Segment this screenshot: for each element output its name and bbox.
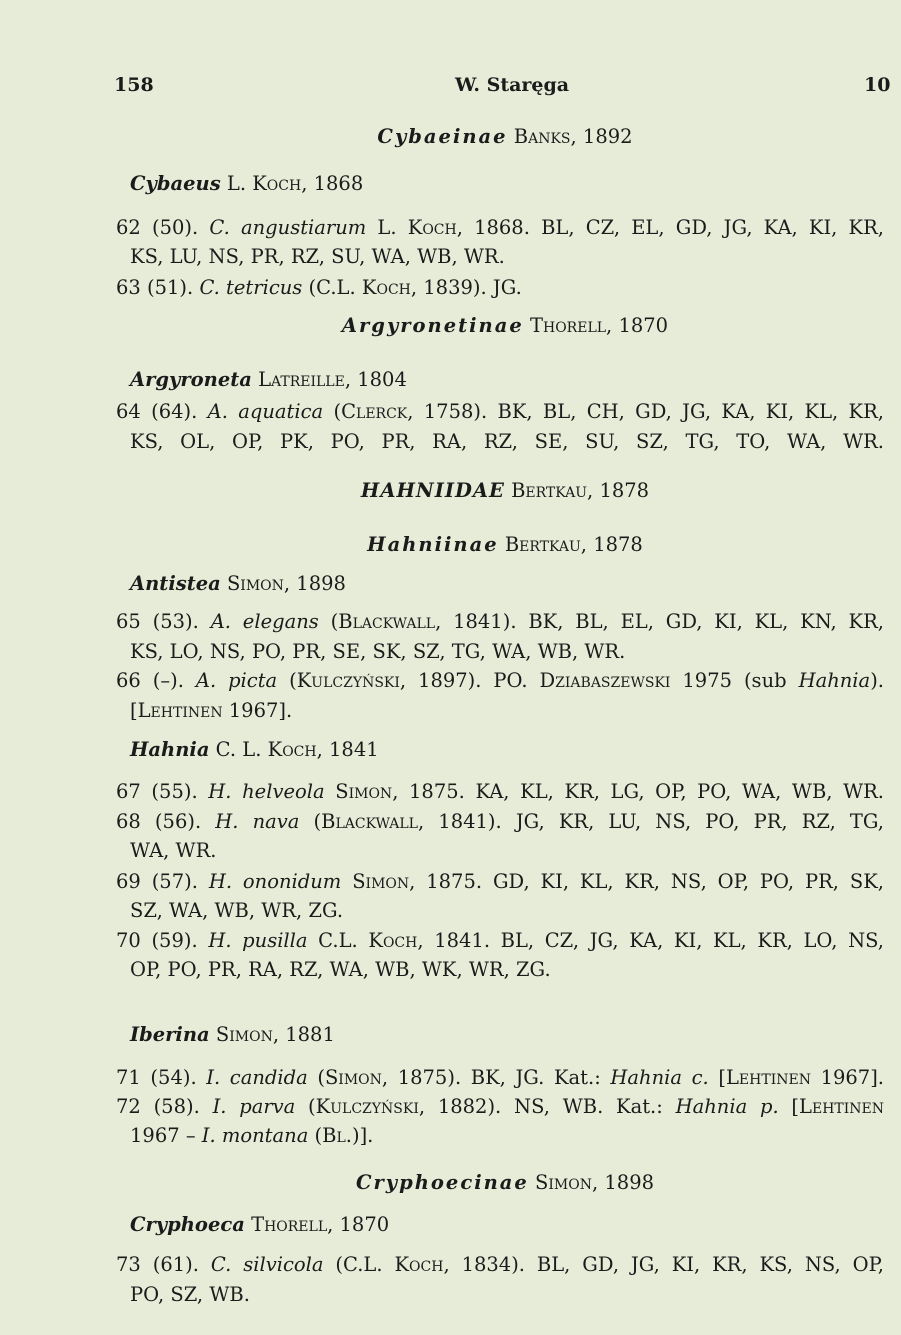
text: , 1898 [283, 572, 346, 595]
author-name: Simon [324, 1066, 382, 1089]
text: ( [299, 810, 322, 833]
text: 1967]. [222, 699, 293, 722]
author-name: Koch [267, 738, 317, 761]
author-name: Kulczyński [315, 1095, 419, 1118]
subfamily-heading [0, 532, 901, 558]
species-name: Hahnia [798, 669, 871, 692]
species-entry [116, 1065, 884, 1091]
entry-continuation [130, 898, 343, 924]
species-name: H. ononidum [208, 870, 342, 893]
entry-continuation [130, 957, 551, 983]
text: OP, PO, PR, RA, RZ, WA, WB, WK, WR, ZG. [130, 958, 551, 981]
text: , 1878 [587, 479, 650, 502]
subfamily-heading [0, 313, 901, 339]
species-name: I. montana [201, 1124, 309, 1147]
text: , 1892 [570, 125, 633, 148]
author-name: Bertkau [504, 533, 581, 556]
species-name: I. parva [212, 1095, 296, 1118]
text: 63 (51). [116, 276, 200, 299]
author-name: Kulczyński [296, 669, 400, 692]
text: , 1868. BL, CZ, EL, GD, JG, KA, KI, KR, [456, 216, 884, 239]
text: 67 (55). [116, 780, 209, 803]
genus-heading [130, 171, 363, 197]
genus-heading [130, 571, 346, 597]
author-name: Blackwall [321, 810, 418, 833]
author-name: Koch [394, 1253, 444, 1276]
text: 1975 (sub [670, 669, 799, 692]
author-name: Lehtinen [725, 1066, 811, 1089]
species-entry [116, 399, 884, 425]
entry-continuation [130, 838, 216, 864]
text: 71 (54). [116, 1066, 207, 1089]
text: L. [220, 172, 253, 195]
author-name: Simon [215, 1023, 273, 1046]
author-name: Clerck [341, 400, 408, 423]
species-entry [116, 609, 884, 635]
author-name: Latreille [258, 368, 345, 391]
entry-continuation [130, 244, 505, 270]
text: [ [778, 1095, 800, 1118]
text: , 1841 [316, 738, 379, 761]
species-name: A. elegans [210, 610, 319, 633]
text: [ [130, 699, 138, 722]
text: L. [366, 216, 408, 239]
author-name: Simon [335, 780, 393, 803]
subfamily-heading [0, 478, 901, 504]
author-name: Bertkau [511, 479, 588, 502]
text: 64 (64). [116, 400, 208, 423]
text: , 1881 [272, 1023, 335, 1046]
species-name: H. pusilla [208, 929, 308, 952]
species-name: A. aquatica [207, 400, 324, 423]
entry-continuation [130, 1123, 373, 1149]
text: , 1875. GD, KI, KL, KR, NS, OP, PO, PR, SK, [409, 870, 884, 893]
text [341, 870, 352, 893]
genus-heading [130, 1022, 335, 1048]
genus-name: Cryphoeca [130, 1213, 245, 1236]
text: , 1882). NS, WB. Kat.: [418, 1095, 676, 1118]
author-name: Koch [252, 172, 302, 195]
entry-continuation [130, 698, 292, 724]
text: C.L. [307, 929, 369, 952]
author-name: Simon [352, 870, 410, 893]
text: ). [870, 669, 884, 692]
species-name: A. picta [195, 669, 278, 692]
author-name: Bl. [322, 1124, 352, 1147]
entry-continuation [130, 429, 884, 455]
species-name: Hahnia c. [610, 1066, 709, 1089]
species-entry [116, 668, 884, 694]
text: ( [295, 1095, 316, 1118]
entry-continuation [130, 639, 625, 665]
species-entry [116, 779, 884, 805]
running-title: W. Staręga [455, 74, 570, 96]
species-entry [116, 869, 884, 895]
subfamily-heading [0, 124, 901, 150]
text: 1967]. [810, 1066, 884, 1089]
author-name: Koch [361, 276, 411, 299]
text: KS, LU, NS, PR, RZ, SU, WA, WB, WR. [130, 245, 505, 268]
text: 72 (58). [116, 1095, 213, 1118]
text: , 1834). BL, GD, JG, KI, KR, KS, NS, OP, [443, 1253, 885, 1276]
author-name: Banks [513, 125, 571, 148]
text: , 1758). BK, BL, CH, GD, JG, KA, KI, KL, KR, [407, 400, 884, 423]
author-name: Lehtinen [799, 1095, 884, 1118]
text: [ [708, 1066, 726, 1089]
text [325, 780, 336, 803]
text: , 1841). JG, KR, LU, NS, PO, PR, RZ, TG, [417, 810, 885, 833]
text: , 1870 [606, 314, 669, 337]
text: , 1875). BK, JG. Kat.: [381, 1066, 611, 1089]
genus-name: Iberina [130, 1023, 210, 1046]
text: 65 (53). [116, 610, 211, 633]
text: , 1841). BK, BL, EL, GD, KI, KL, KN, KR, [435, 610, 885, 633]
author-name: Thorell [251, 1213, 328, 1236]
genus-name: Hahnia [130, 738, 210, 761]
text: , 1839). JG. [410, 276, 522, 299]
subfamily-name: Hahniinae [367, 533, 499, 556]
species-name: I. candida [206, 1066, 308, 1089]
section-number: 10 [864, 74, 891, 96]
species-name: C. angustiarum [209, 216, 367, 239]
text: , 1898 [591, 1171, 655, 1194]
species-entry [116, 809, 884, 835]
text: , 1868 [301, 172, 364, 195]
entry-continuation [130, 1282, 250, 1308]
text: ( [277, 669, 297, 692]
author-name: Koch [368, 929, 418, 952]
species-name: C. silvicola [210, 1253, 324, 1276]
text: , 1875. KA, KL, KR, LG, OP, PO, WA, WB, WR. [392, 780, 885, 803]
text: , 1841. BL, CZ, JG, KA, KI, KL, KR, LO, NS, [417, 929, 885, 952]
author-name: Dziabaszewski [539, 669, 671, 692]
genus-name: Cybaeus [130, 172, 221, 195]
author-name: Lehtinen [137, 699, 223, 722]
text: 70 (59). [116, 929, 209, 952]
text: , 1870 [327, 1213, 390, 1236]
text: , 1878 [580, 533, 643, 556]
species-entry [116, 275, 522, 301]
subfamily-heading [0, 1170, 901, 1196]
genus-name: Argyroneta [130, 368, 252, 391]
text: 68 (56). [116, 810, 216, 833]
genus-heading [130, 737, 379, 763]
species-entry [116, 928, 884, 954]
text: ( [308, 1124, 323, 1147]
subfamily-name: Cybaeinae [377, 125, 508, 148]
text: (C.L. [323, 1253, 395, 1276]
text: 73 (61). [116, 1253, 211, 1276]
text: 62 (50). [116, 216, 210, 239]
species-name: Hahnia p. [675, 1095, 779, 1118]
text: KS, LO, NS, PO, PR, SE, SK, SZ, TG, WA, WB, WR. [130, 640, 626, 663]
species-name: C. tetricus [199, 276, 303, 299]
author-name: Blackwall [338, 610, 436, 633]
subfamily-name: Argyronetinae [341, 314, 524, 337]
text: 66 (–). [116, 669, 196, 692]
text: PO, SZ, WB. [130, 1283, 250, 1306]
text: ( [307, 1066, 325, 1089]
text: 69 (57). [116, 870, 209, 893]
genus-heading [130, 367, 407, 393]
text: KS, OL, OP, PK, PO, PR, RA, RZ, SE, SU, SZ, TG, TO, WA, WR. [130, 430, 884, 453]
species-name: H. helveola [208, 780, 325, 803]
author-name: Simon [226, 572, 284, 595]
text: WA, WR. [130, 839, 217, 862]
family-name: HAHNIIDAE [360, 479, 505, 502]
species-entry [116, 215, 884, 241]
genus-name: Antistea [130, 572, 221, 595]
species-name: H. nava [215, 810, 300, 833]
text: SZ, WA, WB, WR, ZG. [130, 899, 344, 922]
text: , 1804 [344, 368, 407, 391]
genus-heading [130, 1212, 389, 1238]
text: )]. [351, 1124, 374, 1147]
text: , 1897). PO. [399, 669, 540, 692]
page-number: 158 [114, 74, 154, 96]
text: (C.L. [302, 276, 362, 299]
text: C. L. [209, 738, 268, 761]
author-name: Koch [407, 216, 457, 239]
species-entry [116, 1252, 884, 1278]
text: ( [323, 400, 342, 423]
species-entry [116, 1094, 884, 1120]
text: 1967 – [130, 1124, 202, 1147]
text: ( [318, 610, 339, 633]
subfamily-name: Cryphoecinae [355, 1171, 529, 1194]
author-name: Thorell [529, 314, 607, 337]
author-name: Simon [535, 1171, 592, 1194]
